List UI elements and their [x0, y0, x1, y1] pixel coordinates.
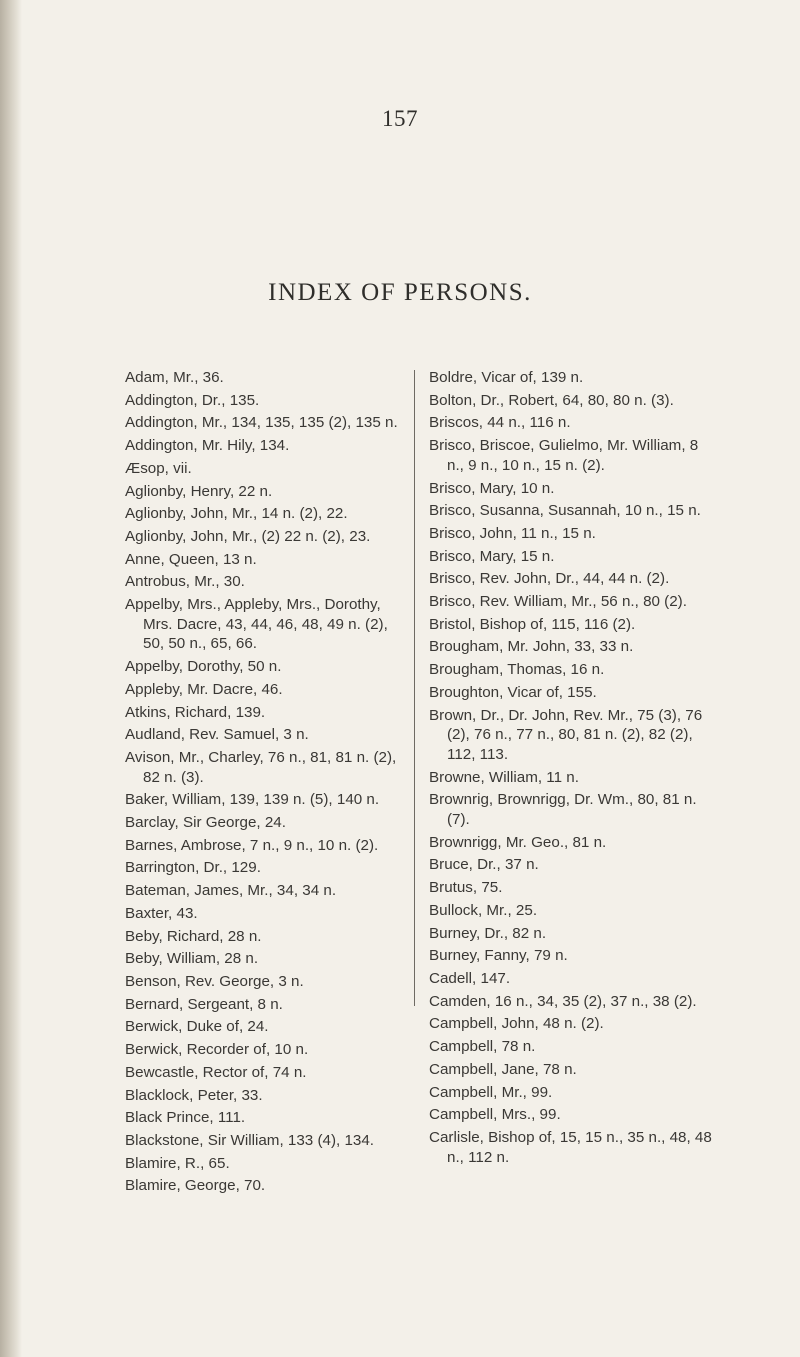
index-entry: Barclay, Sir George, 24.	[125, 814, 286, 832]
index-entry: Brisco, Rev. William, Mr., 56 n., 80 (2).	[429, 593, 687, 611]
index-entry: Campbell, Mrs., 99.	[429, 1106, 561, 1124]
index-entry: Brown, Dr., Dr. John, Rev. Mr., 75 (3), 76 (2), 76 n., 77 n., 80, 81 n. (2), 82 (2), 112, 113.	[429, 706, 703, 763]
index-entry: Briscos, 44 n., 116 n.	[429, 414, 571, 432]
index-entry: Brownrigg, Mr. Geo., 81 n.	[429, 833, 607, 851]
index-entry: Berwick, Recorder of, 10 n.	[125, 1041, 309, 1059]
index-entry: Campbell, Jane, 78 n.	[429, 1060, 577, 1078]
index-entry: Aglionby, John, Mr., (2) 22 n. (2), 23.	[125, 527, 371, 545]
index-entry: Brisco, Briscoe, Gulielmo, Mr. William, 8 n., 9 n., 10 n., 15 n. (2).	[429, 437, 699, 474]
index-entry: Burney, Dr., 82 n.	[429, 924, 547, 942]
index-entry: Campbell, Mr., 99.	[429, 1083, 553, 1101]
page-number: 157	[382, 106, 418, 131]
index-column-right	[429, 368, 719, 1170]
index-entry: Blackstone, Sir William, 133 (4), 134.	[125, 1131, 374, 1149]
index-entry: Bernard, Sergeant, 8 n.	[125, 995, 283, 1013]
index-entry: Beby, Richard, 28 n.	[125, 927, 262, 945]
index-entry: Campbell, John, 48 n. (2).	[429, 1015, 604, 1033]
index-entry: Brisco, John, 11 n., 15 n.	[429, 524, 596, 542]
index-entry: Blamire, George, 70.	[125, 1177, 266, 1195]
index-entry: Baker, William, 139, 139 n. (5), 140 n.	[125, 791, 380, 809]
index-entry: Bruce, Dr., 37 n.	[429, 856, 539, 874]
index-entry: Brisco, Mary, 15 n.	[429, 547, 555, 565]
index-entry: Addington, Mr., 134, 135, 135 (2), 135 n.	[125, 414, 398, 432]
index-entry: Campbell, 78 n.	[429, 1038, 536, 1056]
index-entry: Barrington, Dr., 129.	[125, 859, 261, 877]
page-spine-shadow	[0, 0, 22, 1357]
index-entry: Addington, Mr. Hily, 134.	[125, 437, 290, 455]
index-entry: Baxter, 43.	[125, 904, 198, 922]
index-entry: Blamire, R., 65.	[125, 1154, 230, 1172]
index-entry: Benson, Rev. George, 3 n.	[125, 972, 304, 990]
index-entry: Atkins, Richard, 139.	[125, 703, 266, 721]
index-entry: Barnes, Ambrose, 7 n., 9 n., 10 n. (2).	[125, 836, 379, 854]
index-entry: Appelby, Mrs., Appleby, Mrs., Dorothy, Mrs. Dacre, 43, 44, 46, 48, 49 n. (2), 50, 50 n., 65, 66.	[125, 596, 388, 653]
index-entry: Bristol, Bishop of, 115, 116 (2).	[429, 615, 636, 633]
index-entry: Addington, Dr., 135.	[125, 391, 260, 409]
index-entry: Berwick, Duke of, 24.	[125, 1018, 269, 1036]
index-entry: Brownrig, Brownrigg, Dr. Wm., 80, 81 n. (7).	[429, 791, 697, 829]
index-entry: Beby, William, 28 n.	[125, 950, 259, 968]
index-entry: Audland, Rev. Samuel, 3 n.	[125, 726, 309, 744]
index-entry: Brougham, Thomas, 16 n.	[429, 661, 605, 679]
index-entry: Burney, Fanny, 79 n.	[429, 947, 568, 965]
index-entry: Aglionby, John, Mr., 14 n. (2), 22.	[125, 505, 348, 523]
index-entry: Bateman, James, Mr., 34, 34 n.	[125, 882, 337, 900]
index-column-left	[125, 368, 413, 1199]
index-entry: Æsop, vii.	[125, 459, 192, 477]
index-entry: Appleby, Mr. Dacre, 46.	[125, 680, 283, 698]
index-entry: Cadell, 147.	[429, 969, 511, 987]
index-entry: Browne, William, 11 n.	[429, 768, 579, 786]
index-entry: Adam, Mr., 36.	[125, 369, 224, 386]
index-entry: Boldre, Vicar of, 139 n.	[429, 369, 584, 386]
index-entry: Bullock, Mr., 25.	[429, 901, 538, 919]
index-entry: Black Prince, 111.	[125, 1109, 246, 1127]
index-entry: Bewcastle, Rector of, 74 n.	[125, 1063, 307, 1081]
index-entry: Brougham, Mr. John, 33, 33 n.	[429, 638, 634, 656]
page-title: INDEX OF PERSONS.	[268, 279, 532, 306]
index-entry: Carlisle, Bishop of, 15, 15 n., 35 n., 48, 48 n., 112 n.	[429, 1128, 712, 1166]
index-entry: Avison, Mr., Charley, 76 n., 81, 81 n. (2), 82 n. (3).	[125, 748, 397, 786]
index-entry: Bolton, Dr., Robert, 64, 80, 80 n. (3).	[429, 391, 674, 409]
index-entry: Aglionby, Henry, 22 n.	[125, 482, 273, 500]
index-entry: Brisco, Rev. John, Dr., 44, 44 n. (2).	[429, 570, 670, 588]
column-divider	[414, 370, 415, 1006]
index-entry: Camden, 16 n., 34, 35 (2), 37 n., 38 (2).	[429, 992, 697, 1010]
index-entry: Blacklock, Peter, 33.	[125, 1086, 263, 1104]
index-entry: Broughton, Vicar of, 155.	[429, 683, 597, 701]
index-entry: Brisco, Susanna, Susannah, 10 n., 15 n.	[429, 502, 701, 520]
index-entry: Antrobus, Mr., 30.	[125, 573, 245, 591]
index-entry: Brutus, 75.	[429, 879, 503, 897]
index-entry: Appelby, Dorothy, 50 n.	[125, 658, 282, 676]
index-entry: Anne, Queen, 13 n.	[125, 550, 257, 568]
index-entry: Brisco, Mary, 10 n.	[429, 479, 555, 497]
